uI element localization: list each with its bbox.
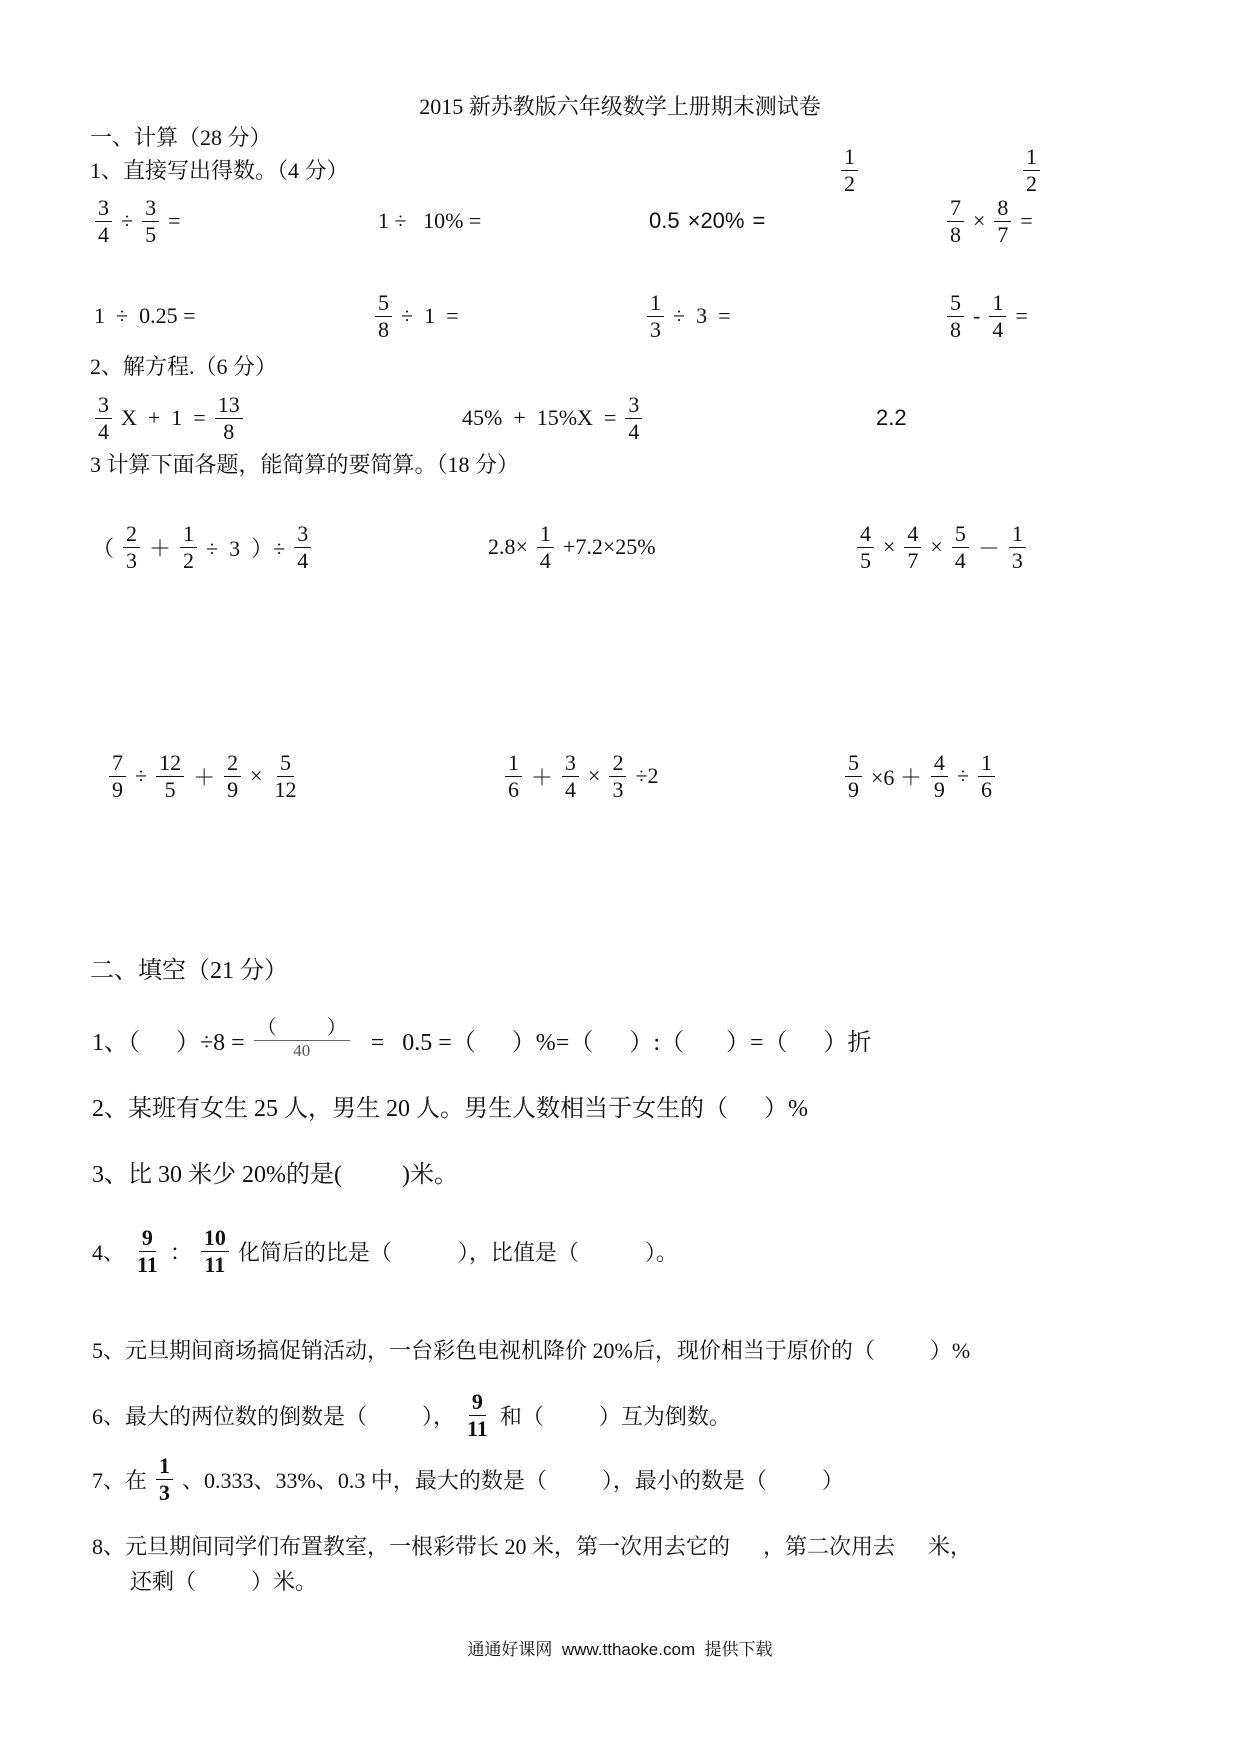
expression-text: ÷ 3 ）÷: [206, 535, 286, 561]
expression-text: ÷ 1 =: [401, 303, 459, 328]
denominator: 8: [378, 316, 389, 342]
expression-text: 2.8×: [488, 534, 528, 559]
denominator: 6: [508, 776, 519, 802]
fraction: [272, 750, 300, 802]
expression-text: ×: [250, 763, 263, 788]
fraction: [505, 750, 522, 802]
expression-text: 8、元旦期间同学们布置教室，一根彩带长 20 米，第一次用去它的 ，第二次用去 米，: [92, 1533, 973, 1559]
fraction: [215, 392, 243, 444]
denominator: 3: [612, 776, 624, 802]
denominator: 3: [159, 1479, 171, 1505]
q1-expression: [374, 191, 485, 251]
denominator: 9: [933, 776, 945, 802]
denominator: 12: [274, 776, 297, 802]
denominator: 4: [628, 418, 640, 444]
fraction: [857, 521, 874, 573]
expression-text: 还剩（ ）米。: [130, 1568, 318, 1594]
numerator: 4: [931, 750, 948, 776]
q2-heading: 2、解方程.（6 分）: [90, 354, 278, 379]
numerator: 1: [841, 144, 858, 170]
fill-blank-item: [88, 1449, 848, 1509]
numerator: 12: [156, 750, 184, 776]
denominator: 4: [98, 221, 109, 247]
denominator: 9: [112, 776, 123, 802]
numerator: 13: [215, 392, 243, 418]
numerator: 10: [201, 1225, 229, 1251]
expression-text: ÷ 3 =: [673, 303, 731, 328]
fraction: [989, 290, 1006, 342]
denominator: 6: [981, 776, 992, 802]
expression-text: 、0.333、33%、0.3 中，最大的数是（ ），最小的数是（ ）: [182, 1467, 844, 1493]
fraction: [294, 521, 311, 573]
expression-text: 0.5: [649, 208, 680, 233]
q1-expression: [942, 191, 1037, 251]
q3-heading: 3 计算下面各题，能简算的要简算。（18 分）: [90, 452, 520, 477]
fraction: [464, 1389, 491, 1441]
numerator: 3: [562, 750, 579, 776]
fraction: [1009, 521, 1026, 573]
numerator: 3: [625, 392, 642, 418]
expression-text: ÷: [135, 763, 148, 788]
numerator: 2: [123, 521, 140, 547]
numerator: 1: [647, 290, 664, 316]
fraction: [845, 750, 862, 802]
expression-text: ＋: [149, 535, 172, 561]
denominator: 3: [1011, 547, 1023, 573]
q1-expression: [90, 191, 185, 251]
denominator: 4: [297, 547, 309, 573]
fraction: [375, 290, 392, 342]
fraction: [952, 521, 969, 573]
fill-blank-item: [88, 1319, 974, 1379]
numerator: 3: [95, 392, 112, 418]
numerator: 1: [537, 521, 554, 547]
footer-credit: 通通好课网 www.tthaoke.com 提供下载: [467, 1640, 773, 1659]
expression-text: ＋: [193, 764, 216, 790]
numerator: 5: [952, 521, 969, 547]
q3-expression: [840, 746, 1000, 806]
denominator: 2: [844, 170, 855, 196]
expression-text: =: [752, 208, 766, 233]
fraction: [224, 750, 241, 802]
fraction: [562, 750, 579, 802]
fraction: [931, 750, 948, 802]
numerator: 2: [224, 750, 241, 776]
expression-text: ×: [588, 763, 601, 788]
q3-expression: [104, 746, 305, 806]
expression-text: －: [977, 535, 1000, 561]
fraction: [537, 521, 554, 573]
fill-blank-item: [88, 1385, 735, 1445]
fraction: [609, 750, 626, 802]
expression-text: X + 1 =: [121, 405, 206, 430]
fraction: [123, 521, 140, 573]
fill-blank-item: [88, 1075, 812, 1135]
fraction: [947, 195, 964, 247]
equation: [872, 388, 911, 448]
fraction: [904, 521, 921, 573]
numerator: 1: [978, 750, 995, 776]
fraction: [841, 144, 858, 196]
numerator: 4: [857, 521, 874, 547]
expression-text: 5、元旦期间商场搞促销活动，一台彩色电视机降价 20%后，现价相当于原价的（ ）%: [92, 1337, 971, 1363]
expression-text: 和（ ）互为倒数。: [499, 1403, 731, 1429]
expression-text: 1 ÷ 0.25 =: [94, 303, 196, 328]
denominator: 8: [223, 418, 235, 444]
expression-text: ×20%: [687, 208, 745, 233]
numerator: 5: [375, 290, 392, 316]
numerator: 5: [277, 750, 294, 776]
expression-text: -: [973, 303, 981, 328]
fill-blank-item: [88, 1221, 682, 1281]
numerator: 9: [139, 1225, 156, 1251]
denominator: 2: [1026, 170, 1037, 196]
numerator: 8: [994, 195, 1011, 221]
fraction: [95, 195, 112, 247]
denominator: 8: [950, 316, 961, 342]
numerator: 1: [989, 290, 1006, 316]
q3-expression: [852, 517, 1031, 577]
numerator: 1: [180, 521, 197, 547]
numerator: 1: [156, 1453, 173, 1479]
numerator: 1: [505, 750, 522, 776]
denominator: 8: [950, 221, 961, 247]
numerator: 1: [1023, 144, 1040, 170]
q1-expression: [645, 191, 769, 251]
section1-heading: 一、计算（28 分）: [90, 125, 272, 150]
denominator: 7: [997, 221, 1009, 247]
denominator: 4: [992, 316, 1004, 342]
fill-blank-item-continued: [126, 1550, 321, 1610]
fraction: [156, 750, 184, 802]
fraction: [994, 195, 1011, 247]
expression-text: 化简后的比是（ ），比值是（ ）。: [237, 1239, 678, 1265]
denominator: 9: [848, 776, 859, 802]
denominator: 5: [145, 221, 157, 247]
q3-expression: [88, 517, 316, 577]
denominator: 7: [907, 547, 919, 573]
q1-expression: [642, 286, 734, 346]
denominator: 3: [650, 316, 661, 342]
expression-text: ×6 ＋: [871, 764, 922, 790]
numerator: 1: [1009, 521, 1026, 547]
numerator: 2: [609, 750, 626, 776]
expression-text: ÷2: [635, 763, 659, 788]
expression-text: +7.2×25%: [562, 534, 656, 559]
fill-blank-item: [88, 1141, 462, 1201]
denominator: 4: [539, 547, 551, 573]
numerator: 7: [947, 195, 964, 221]
denominator: 11: [204, 1251, 226, 1277]
denominator: 11: [137, 1251, 158, 1277]
numerator: 5: [845, 750, 862, 776]
denominator: 5: [860, 547, 871, 573]
numerator: 5: [947, 290, 964, 316]
expression-text: =: [1020, 208, 1033, 233]
denominator: 4: [954, 547, 966, 573]
numerator: 3: [95, 195, 112, 221]
denominator: 11: [467, 1415, 488, 1441]
expression-text: = 0.5 =（ ）%=（ ）:（ ）=（ ）折: [358, 1029, 872, 1056]
expression-text: 1、（ ）÷8 =: [92, 1029, 245, 1056]
expression-text: 2.2: [876, 405, 907, 430]
fraction: [254, 1017, 350, 1061]
section2-heading: 二、填空（21 分）: [90, 958, 288, 984]
expression-text: 45% + 15%X =: [462, 405, 617, 430]
fraction: [647, 290, 664, 342]
denominator: 40: [293, 1041, 311, 1061]
q1-expression: [370, 286, 462, 346]
expression-text: 1 ÷ 10% =: [378, 208, 482, 233]
denominator: 3: [126, 547, 138, 573]
equation: [458, 388, 647, 448]
expression-text: 7、在: [92, 1467, 148, 1493]
expression-text: =: [168, 208, 181, 233]
q3-expression: [500, 746, 663, 806]
fraction: [156, 1453, 173, 1505]
expression-text: ÷: [121, 208, 134, 233]
expression-text: ×: [883, 534, 896, 559]
denominator: 2: [183, 547, 195, 573]
denominator: 5: [164, 776, 176, 802]
fraction: [180, 521, 197, 573]
fill-blank-item: [88, 1009, 876, 1069]
denominator: 4: [565, 776, 577, 802]
numerator: 3: [142, 195, 159, 221]
fraction: [978, 750, 995, 802]
expression-text: ×: [973, 208, 986, 233]
equation: [90, 388, 248, 448]
denominator: 4: [98, 418, 109, 444]
q3-expression: [484, 517, 660, 577]
fraction: [625, 392, 642, 444]
expression-text: 6、最大的两位数的倒数是（ ），: [92, 1403, 456, 1429]
q1-heading: 1、直接写出得数。（4 分）: [90, 158, 349, 183]
exam-title: 2015 新苏教版六年级数学上册期末测试卷: [419, 94, 821, 119]
denominator: 9: [227, 776, 239, 802]
expression-text: ×: [930, 534, 943, 559]
fraction: [134, 1225, 161, 1277]
numerator: 4: [904, 521, 921, 547]
numerator: 7: [109, 750, 126, 776]
numerator: 9: [469, 1389, 486, 1415]
expression-text: 3、比 30 米少 20%的是( )米。: [92, 1161, 458, 1188]
expression-text: 4、: [92, 1239, 126, 1265]
expression-text: =: [1015, 303, 1028, 328]
q1-expression: [90, 286, 199, 346]
expression-text: 2、某班有女生 25 人，男生 20 人。男生人数相当于女生的（ ）%: [92, 1095, 808, 1122]
q1-expression: [942, 286, 1032, 346]
expression-text: ＋: [531, 764, 554, 790]
expression-text: ：: [169, 1239, 192, 1265]
fraction: [201, 1225, 229, 1277]
numerator: （ ）: [254, 1017, 350, 1041]
stray-fraction: [836, 140, 863, 200]
fraction: [109, 750, 126, 802]
fraction: [947, 290, 964, 342]
fraction: [95, 392, 112, 444]
expression-text: ÷: [956, 763, 969, 788]
expression-text: （: [92, 535, 115, 561]
fraction: [142, 195, 159, 247]
fraction: [1023, 144, 1040, 196]
numerator: 3: [294, 521, 311, 547]
